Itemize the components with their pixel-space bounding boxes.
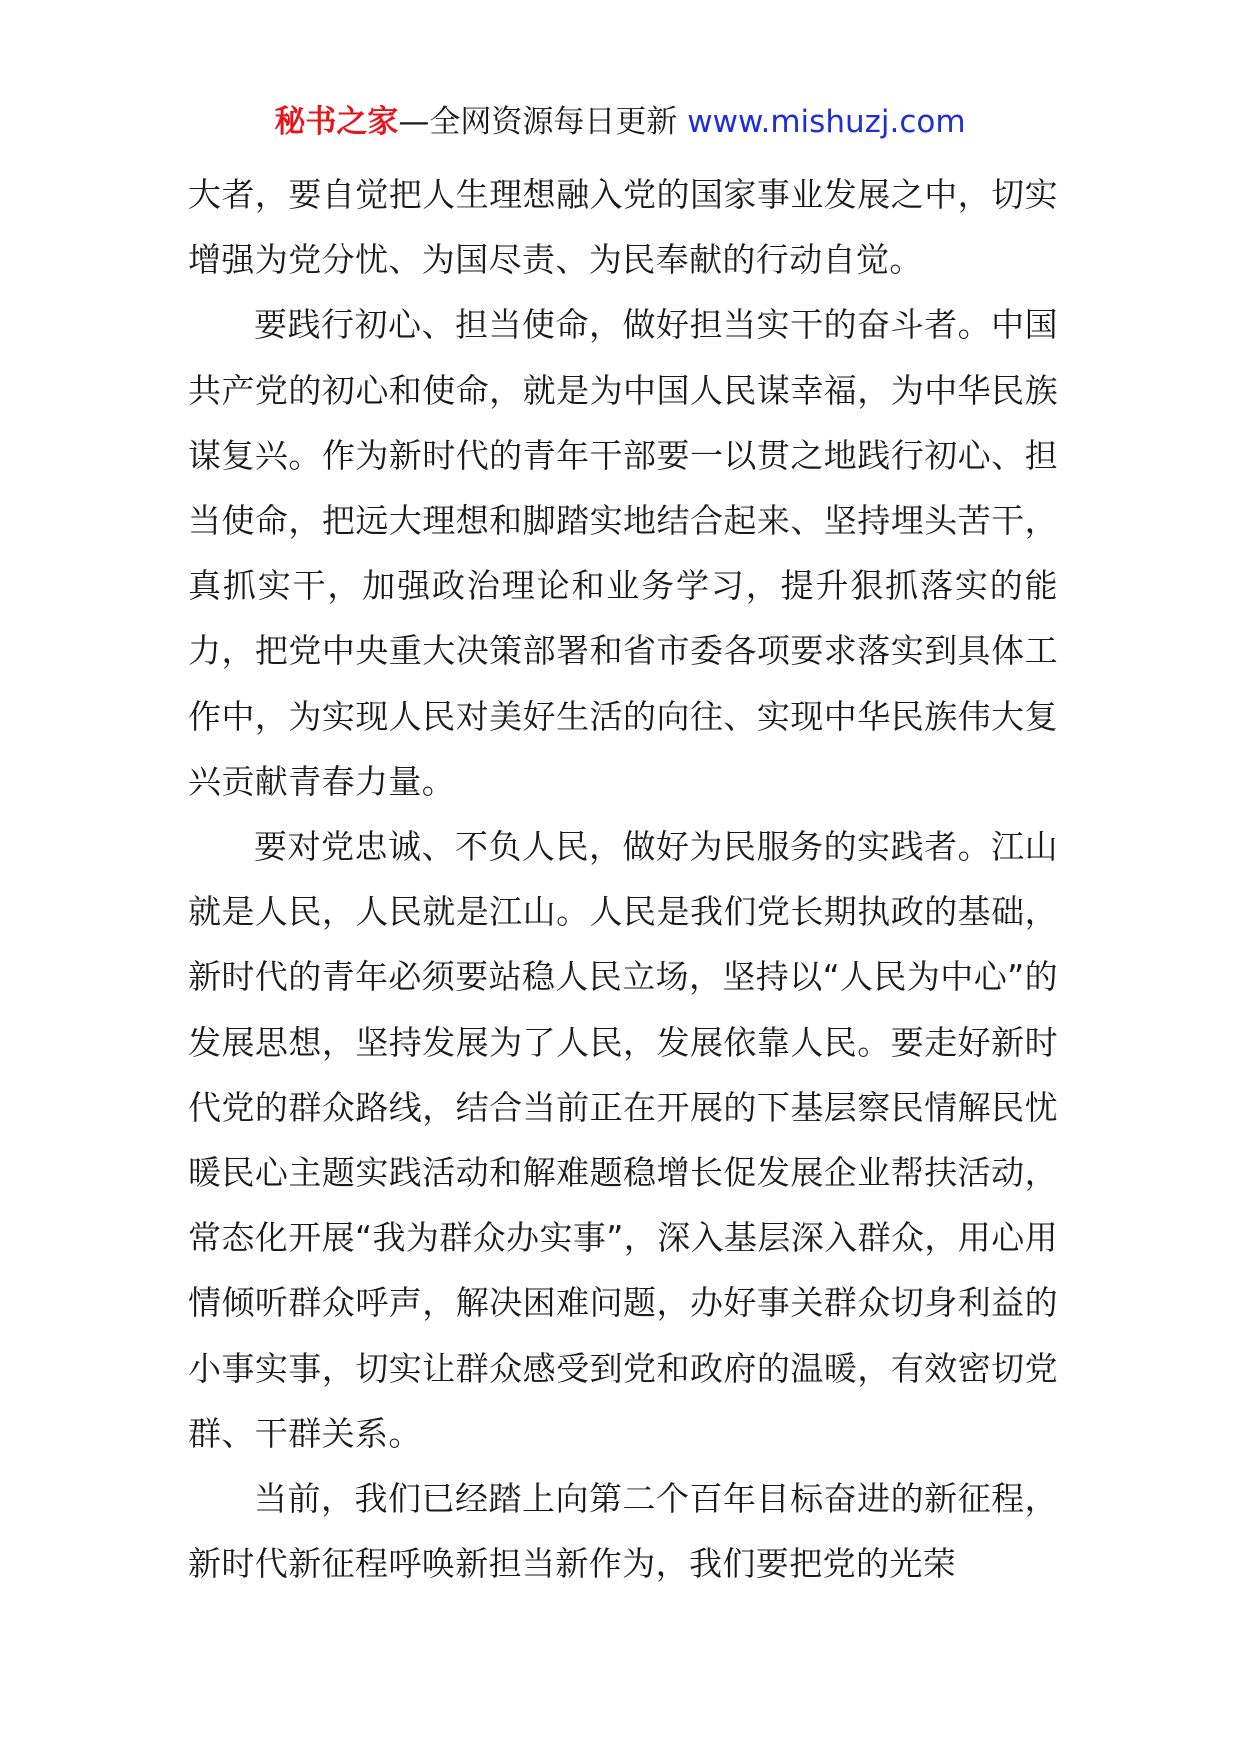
paragraph-practice-mission: 要践行初心、担当使命，做好担当实干的奋斗者。中国共产党的初心和使命，就是为中国人民谋幸福，为中华民族谋复兴。作为新时代的青年干部要一以贯之地践行初心、担当使命，把远大理想和脚踏实地结合起来、坚持埋头苦干，真抓实干，加强政治理论和业务学习，提升狠抓落实的能力，把党中央重大决策部署和省市委各项要求落实到具体工作中，为实现人民对美好生活的向往、实现中华民族伟大复兴贡献青春力量。 [188, 305, 1058, 801]
website-link[interactable]: www.mishuzj.com [687, 104, 966, 140]
brand-name: 秘书之家 [274, 104, 399, 140]
paragraph-continued: 大者，要自觉把人生理想融入党的国家事业发展之中，切实增强为党分忧、为国尽责、为民奉献的行动自觉。 [188, 175, 1058, 280]
paragraph-new-journey: 当前，我们已经踏上向第二个百年目标奋进的新征程，新时代新征程呼唤新担当新作为，我们要把党的光荣 [188, 1479, 1058, 1584]
page-header [0, 100, 1240, 144]
paragraph-serve-people: 要对党忠诚、不负人民，做好为民服务的实践者。江山就是人民，人民就是江山。人民是我们党长期执政的基础，新时代的青年必须要站稳人民立场，坚持以“人民为中心”的发展思想，坚持发展为了人民，发展依靠人民。要走好新时代党的群众路线，结合当前正在开展的下基层察民情解民忧暖民心主题实践活动和解难题稳增长促发展企业帮扶活动，常态化开展“我为群众办实事”，深入基层深入群众，用心用情倾听群众呼声，解决困难问题，办好事关群众切身利益的小事实事，切实让群众感受到党和政府的温暖，有效密切党群、干群关系。 [188, 827, 1058, 1453]
document-body [188, 162, 1058, 1596]
header-tagline: —全网资源每日更新 [398, 104, 678, 140]
